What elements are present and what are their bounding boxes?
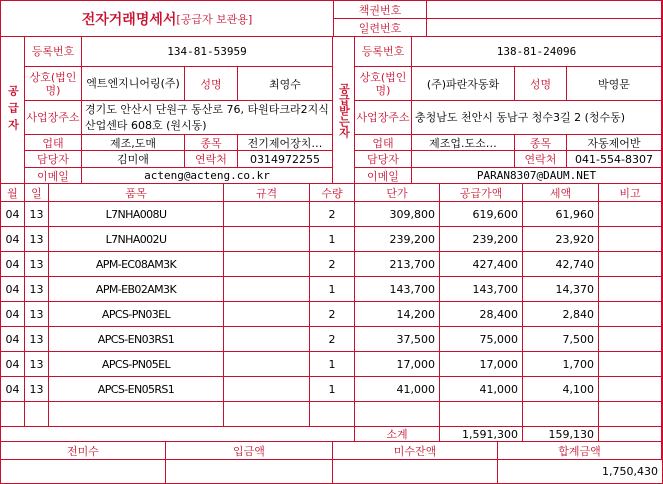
cell-note-empty — [599, 402, 662, 427]
cell-qty: 2 — [310, 252, 355, 277]
cell-item: APM-EC08AM3K — [49, 252, 224, 277]
receiver-addr-label: 사업장주소 — [355, 101, 412, 135]
receiver-biz-type: 제조업.도소… — [412, 135, 515, 151]
receiver-manager-label: 담당자 — [355, 151, 412, 168]
grand-label: 합계금액 — [498, 442, 662, 460]
supplier-reg-no: 134-81-53959 — [82, 37, 333, 67]
cell-spec — [224, 252, 310, 277]
receiver-reg-no: 138-81-24096 — [412, 37, 662, 67]
title-main: 전자거래명세서 — [81, 11, 177, 28]
cell-month: 04 — [1, 352, 25, 377]
cell-note — [599, 227, 662, 252]
col-qty: 수량 — [310, 184, 355, 202]
cell-item: L7NHA008U — [49, 202, 224, 227]
receiver-ceo: 박영문 — [567, 67, 662, 101]
title-sub: [공급자 보관용] — [176, 12, 253, 26]
document-title — [1, 1, 334, 37]
cell-day: 13 — [25, 377, 49, 402]
cell-month: 04 — [1, 377, 25, 402]
cell-day: 13 — [25, 202, 49, 227]
book-no-label: 책권번호 — [334, 1, 427, 19]
cell-tax: 7,500 — [523, 327, 599, 352]
receiver-addr: 충청남도 천안시 동남구 청수3길 2 (청수동) — [412, 101, 662, 135]
cell-day: 13 — [25, 227, 49, 252]
supplier-email: acteng@acteng.co.kr — [82, 168, 333, 184]
cell-spec — [224, 227, 310, 252]
cell-month: 04 — [1, 302, 25, 327]
col-supply: 공급가액 — [440, 184, 523, 202]
receiver-reg-label: 등록번호 — [355, 37, 412, 67]
cell-day: 13 — [25, 277, 49, 302]
supplier-contact-label: 연락처 — [185, 151, 238, 168]
grand-value: 1,750,430 — [602, 465, 658, 478]
col-tax: 세액 — [523, 184, 599, 202]
cell-month: 04 — [1, 252, 25, 277]
cell-unit-price: 37,500 — [355, 327, 440, 352]
cell-unit-price: 239,200 — [355, 227, 440, 252]
cell-month-empty — [1, 402, 25, 427]
cell-supply: 41,000 — [440, 377, 523, 402]
supplier-contact: 0314972255 — [238, 151, 333, 168]
cell-supply: 75,000 — [440, 327, 523, 352]
supplier-manager-label: 담당자 — [25, 151, 82, 168]
receiver-name: (주)파란자동화 — [412, 67, 515, 101]
cell-day: 13 — [25, 252, 49, 277]
cell-item: APM-EB02AM3K — [49, 277, 224, 302]
cell-tax-empty — [523, 402, 599, 427]
cell-day: 13 — [25, 327, 49, 352]
supplier-addr-label: 사업장주소 — [25, 101, 82, 135]
cell-supply: 17,000 — [440, 352, 523, 377]
cell-month: 04 — [1, 277, 25, 302]
cell-month: 04 — [1, 202, 25, 227]
cell-spec — [224, 377, 310, 402]
cell-supply: 619,600 — [440, 202, 523, 227]
supplier-section-label: 공급자 — [1, 37, 25, 184]
receiver-contact-label: 연락처 — [515, 151, 567, 168]
receiver-biz-item-label: 종목 — [515, 135, 567, 151]
supplier-reg-label: 등록번호 — [25, 37, 82, 67]
unpaid-label: 미수잔액 — [333, 442, 498, 460]
supplier-addr: 경기도 안산시 단원구 동산로 76, 타원타크라2지식산업센타 608호 (원시동) — [82, 101, 333, 135]
cell-day: 13 — [25, 302, 49, 327]
cell-item: APCS-PN03EL — [49, 302, 224, 327]
subtotal-blank — [1, 427, 355, 442]
cell-unit-price-empty — [355, 402, 440, 427]
cell-unit-price: 17,000 — [355, 352, 440, 377]
cell-supply: 427,400 — [440, 252, 523, 277]
cell-spec — [224, 202, 310, 227]
cell-note — [599, 277, 662, 302]
paid-label: 입금액 — [166, 442, 333, 460]
col-spec: 규격 — [224, 184, 310, 202]
subtotal-note — [599, 427, 662, 442]
subtotal-tax: 159,130 — [523, 427, 599, 442]
supplier-name-label: 상호(법인명) — [25, 67, 82, 101]
subtotal-supply: 1,591,300 — [440, 427, 523, 442]
cell-item: L7NHA002U — [49, 227, 224, 252]
cell-qty: 1 — [310, 377, 355, 402]
cell-supply: 143,700 — [440, 277, 523, 302]
unpaid-value — [333, 460, 498, 483]
supplier-name: 엑트엔지니어링(주) — [82, 67, 185, 101]
cell-supply: 28,400 — [440, 302, 523, 327]
supplier-biz-type-label: 업태 — [25, 135, 82, 151]
col-item: 품목 — [49, 184, 224, 202]
receiver-manager — [412, 151, 515, 168]
cell-unit-price: 213,700 — [355, 252, 440, 277]
receiver-biz-item: 자동제어반 — [567, 135, 662, 151]
cell-unit-price: 14,200 — [355, 302, 440, 327]
cell-day: 13 — [25, 352, 49, 377]
serial-no-label: 일련번호 — [334, 19, 427, 37]
cell-note — [599, 252, 662, 277]
receiver-section-label: 공급받는자 — [333, 37, 355, 184]
cell-month: 04 — [1, 327, 25, 352]
supplier-manager: 김미애 — [82, 151, 185, 168]
cell-qty: 1 — [310, 227, 355, 252]
receiver-ceo-label: 성명 — [515, 67, 567, 101]
cell-tax: 1,700 — [523, 352, 599, 377]
cell-spec — [224, 277, 310, 302]
receiver-name-label: 상호(법인명) — [355, 67, 412, 101]
supplier-ceo: 최영수 — [238, 67, 333, 101]
cell-spec-empty — [224, 402, 310, 427]
supplier-biz-item-label: 종목 — [185, 135, 238, 151]
cell-note — [599, 377, 662, 402]
receiver-email-label: 이메일 — [355, 168, 412, 184]
col-day: 일 — [25, 184, 49, 202]
cell-qty-empty — [310, 402, 355, 427]
cell-item: APCS-EN05RS1 — [49, 377, 224, 402]
previous-value — [1, 460, 166, 483]
cell-qty: 1 — [310, 352, 355, 377]
receiver-email: PARAN8307@DAUM.NET — [412, 168, 662, 184]
cell-tax: 2,840 — [523, 302, 599, 327]
supplier-biz-item: 전기제어장치… — [238, 135, 333, 151]
cell-qty: 2 — [310, 302, 355, 327]
col-unit-price: 단가 — [355, 184, 440, 202]
cell-supply-empty — [440, 402, 523, 427]
receiver-biz-type-label: 업태 — [355, 135, 412, 151]
cell-tax: 61,960 — [523, 202, 599, 227]
paid-value — [166, 460, 333, 483]
cell-tax: 42,740 — [523, 252, 599, 277]
cell-day-empty — [25, 402, 49, 427]
col-note: 비고 — [599, 184, 662, 202]
cell-spec — [224, 302, 310, 327]
cell-tax: 14,370 — [523, 277, 599, 302]
cell-note — [599, 202, 662, 227]
cell-spec — [224, 352, 310, 377]
cell-item-empty — [49, 402, 224, 427]
cell-qty: 1 — [310, 277, 355, 302]
cell-note — [599, 302, 662, 327]
cell-unit-price: 143,700 — [355, 277, 440, 302]
cell-note — [599, 352, 662, 377]
cell-spec — [224, 327, 310, 352]
supplier-ceo-label: 성명 — [185, 67, 238, 101]
supplier-biz-type: 제조,도매 — [82, 135, 185, 151]
cell-month: 04 — [1, 227, 25, 252]
col-month: 월 — [1, 184, 25, 202]
cell-unit-price: 41,000 — [355, 377, 440, 402]
cell-unit-price: 309,800 — [355, 202, 440, 227]
receiver-contact: 041-554-8307 — [567, 151, 662, 168]
cell-tax: 4,100 — [523, 377, 599, 402]
cell-item: APCS-EN03RS1 — [49, 327, 224, 352]
cell-qty: 2 — [310, 327, 355, 352]
previous-label: 전미수 — [1, 442, 166, 460]
subtotal-label: 소계 — [355, 427, 440, 442]
cell-supply: 239,200 — [440, 227, 523, 252]
book-no-value — [427, 1, 662, 19]
cell-tax: 23,920 — [523, 227, 599, 252]
serial-no-value — [427, 19, 662, 37]
cell-note — [599, 327, 662, 352]
cell-item: APCS-PN05EL — [49, 352, 224, 377]
cell-qty: 2 — [310, 202, 355, 227]
supplier-email-label: 이메일 — [25, 168, 82, 184]
